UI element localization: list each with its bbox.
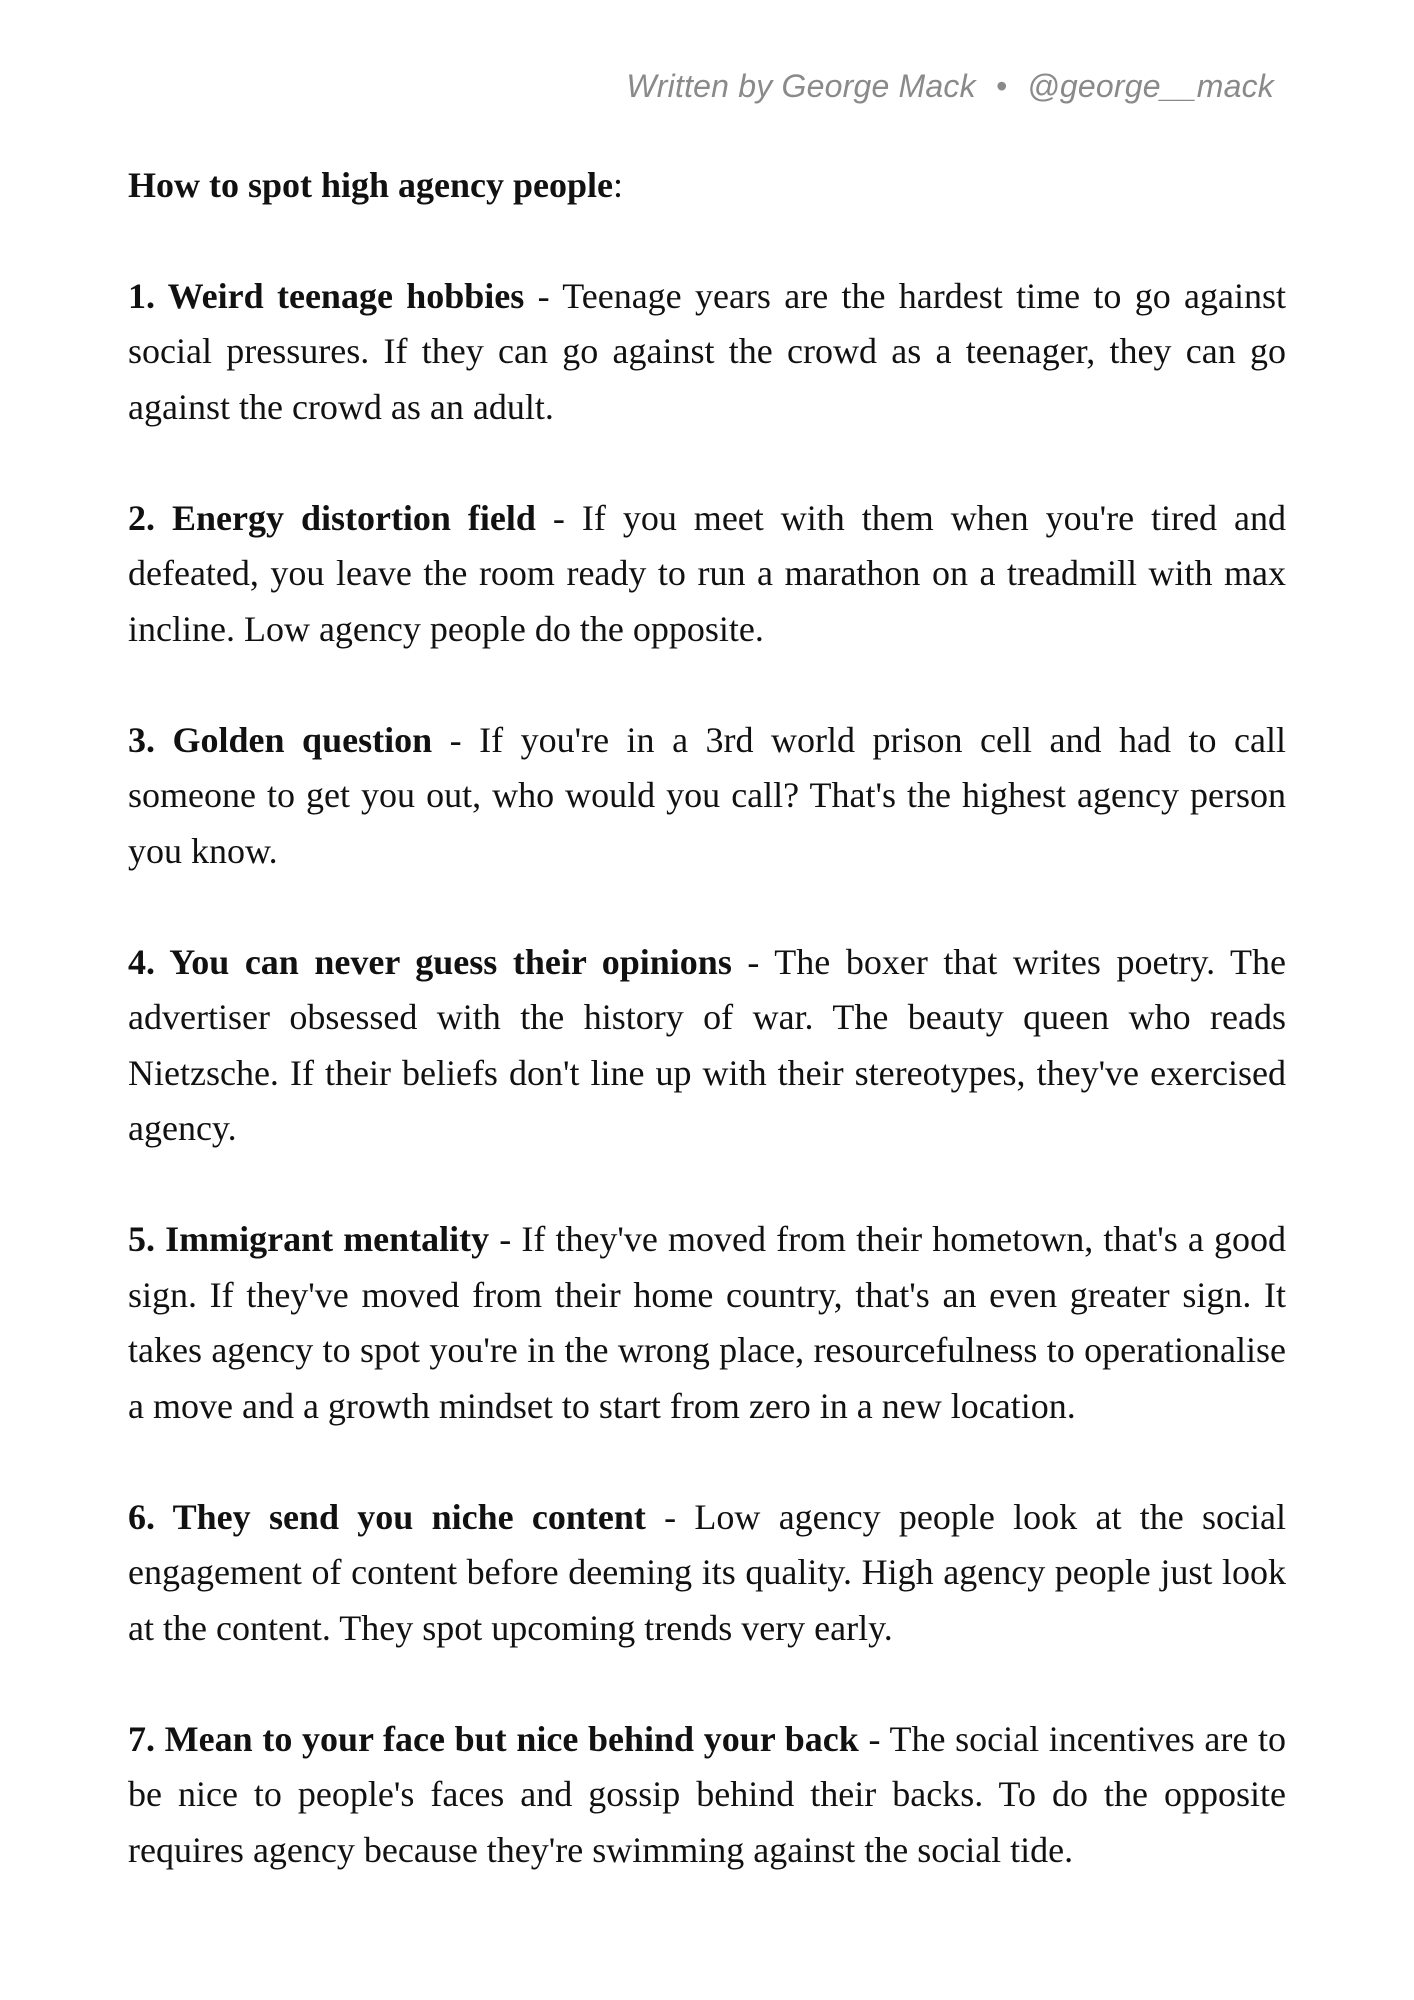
list-item xyxy=(128,1712,1286,1879)
article-body xyxy=(128,158,1286,1934)
item-title: 5. Immigrant mentality xyxy=(128,1219,490,1259)
list-item xyxy=(128,269,1286,436)
article-heading xyxy=(128,158,1286,214)
item-body: - The boxer that writes poetry. The advertiser obsessed with the history of war. The beauty queen who reads Nietzsche. If their beliefs don't line up with their stereotypes, they've exercised agency. xyxy=(128,941,1286,1148)
item-body: - If you're in a 3rd world prison cell and had to call someone to get you out, who would you call? That's the highest agency person you know. xyxy=(128,719,1286,871)
byline xyxy=(626,68,1274,105)
item-title: 3. Golden question xyxy=(128,719,433,760)
item-body: - Teenage years are the hardest time to go against social pressures. If they can go against the crowd as a teenager, they can go against the crowd as an adult. xyxy=(128,275,1286,427)
item-title: 6. They send you niche content xyxy=(128,1496,646,1537)
byline-separator: • xyxy=(995,68,1008,104)
item-body: - Low agency people look at the social engagement of content before deeming its quality. High agency people just look at the content. They spot upcoming trends very early. xyxy=(128,1496,1286,1648)
list-item xyxy=(128,1212,1286,1434)
list-item xyxy=(128,935,1286,1157)
item-title: 2. Energy distortion field xyxy=(128,497,536,538)
item-body: - If you meet with them when you're tired and defeated, you leave the room ready to run a marathon on a treadmill with max incline. Low agency people do the opposite. xyxy=(128,497,1286,649)
byline-handle: @george__mack xyxy=(1027,68,1274,104)
item-title: 1. Weird teenage hobbies xyxy=(128,275,525,316)
list-item xyxy=(128,491,1286,658)
heading-text: How to spot high agency people xyxy=(128,165,614,205)
heading-colon: : xyxy=(613,165,624,205)
item-body: - The social incentives are to be nice to people's faces and gossip behind their backs. To do the opposite requires agency because they're swimming against the social tide. xyxy=(128,1718,1286,1870)
byline-author: Written by George Mack xyxy=(626,68,976,104)
list-item xyxy=(128,713,1286,880)
item-title: 7. Mean to your face but nice behind your back xyxy=(128,1718,859,1759)
item-body: - If they've moved from their hometown, that's a good sign. If they've moved from their home country, that's an even greater sign. It takes agency to spot you're in the wrong place, resourcefulness to operationalise a move and a growth mindset to start from zero in a new location. xyxy=(128,1219,1286,1426)
item-title: 4. You can never guess their opinions xyxy=(128,941,732,982)
list-item xyxy=(128,1490,1286,1657)
